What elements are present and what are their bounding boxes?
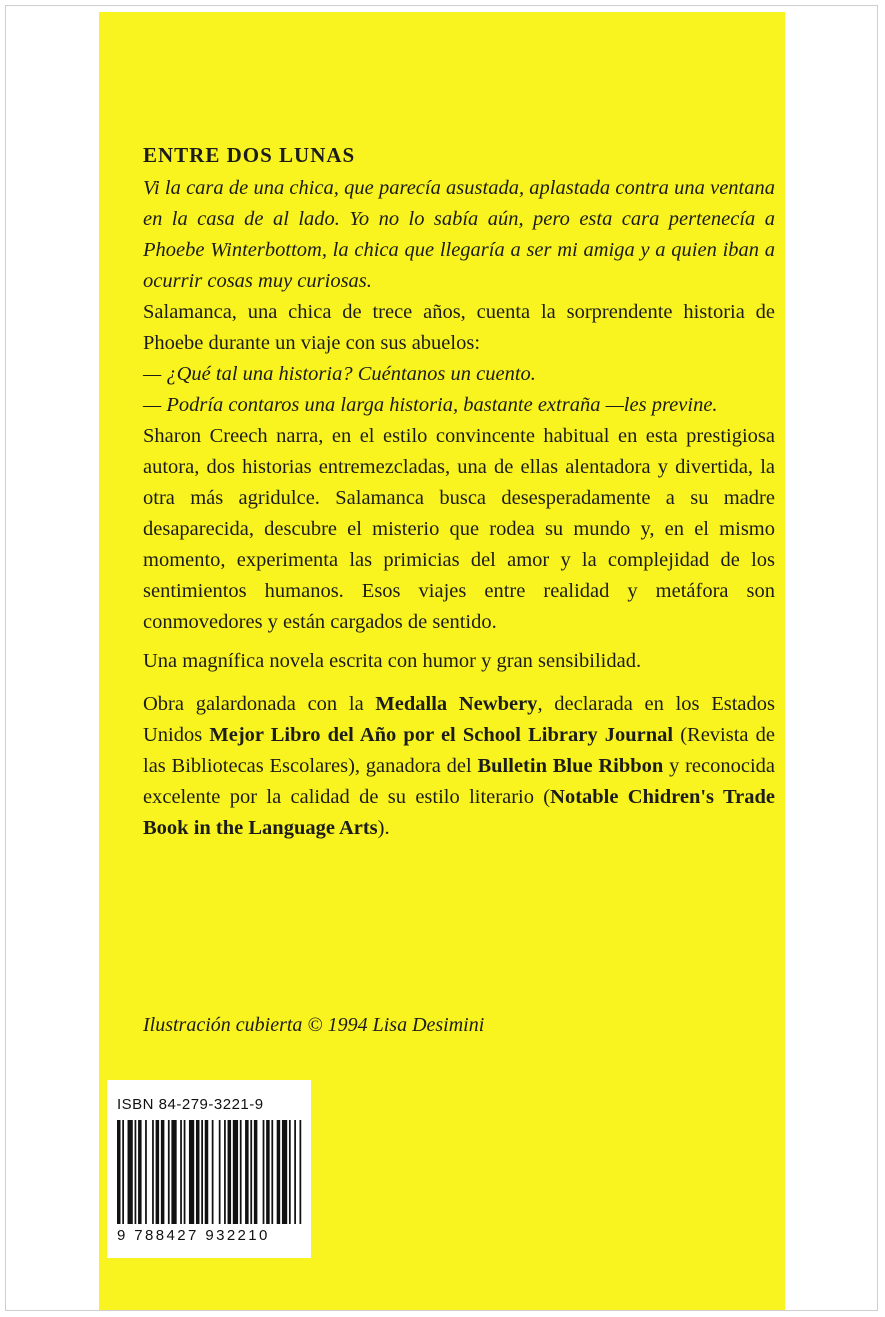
barcode-bar [168, 1120, 170, 1224]
barcode-bar [228, 1120, 232, 1224]
barcode-bar [196, 1120, 200, 1224]
barcode-bar [205, 1120, 209, 1224]
tagline: Una magnífica novela escrita con humor y gran sensibilidad. [143, 650, 642, 672]
ean-digits: 9 788427 932210 [117, 1227, 270, 1244]
barcode-bar [250, 1120, 252, 1224]
barcode-label [107, 1080, 311, 1258]
barcode-bar [180, 1120, 182, 1224]
awards-text-2: , declarada en los Estados Unidos [143, 693, 775, 746]
dialogue-line-1: — ¿Qué tal una historia? Cuéntanos un cuento. [143, 363, 536, 385]
award-best-book: Mejor Libro del Año por el School Library Journal [209, 724, 674, 746]
barcode-bar [245, 1120, 249, 1224]
barcode-bar [299, 1120, 301, 1224]
barcode-bar [219, 1120, 221, 1224]
barcode-bar [171, 1120, 176, 1224]
barcode-bar [212, 1120, 214, 1224]
barcode-bar [233, 1120, 238, 1224]
barcode-bar [145, 1120, 147, 1224]
barcode-bar [289, 1120, 291, 1224]
barcode-bar [156, 1120, 160, 1224]
awards-text-1: Obra galardonada con la [143, 693, 376, 715]
barcode-bar [294, 1120, 296, 1224]
barcode-bar [277, 1120, 281, 1224]
dialogue-line-2: — Podría contaros una larga historia, bastante extraña —les previne. [143, 394, 718, 416]
barcode-bar [122, 1120, 124, 1224]
award-newbery: Medalla Newbery [375, 693, 538, 715]
barcode-bar [161, 1120, 165, 1224]
back-cover-text [143, 140, 775, 844]
barcode-bar [240, 1120, 242, 1224]
barcode-bar [152, 1120, 154, 1224]
barcode-bar [271, 1120, 273, 1224]
awards-text-4: y reconocida excelente por la calidad de su estilo literario ( [143, 755, 776, 808]
barcode-bar [117, 1120, 121, 1224]
barcode-bar [184, 1120, 186, 1224]
barcode [117, 1120, 303, 1224]
barcode-bar [282, 1120, 287, 1224]
isbn-number: ISBN 84-279-3221-9 [117, 1096, 264, 1113]
award-notable-book: Notable Chidren's Trade Book in the Language Arts [143, 786, 775, 839]
excerpt-paragraph: Vi la cara de una chica, que parecía asustada, aplastada contra una ventana en la casa de al lado. Yo no lo sabía aún, pero esta cara pertenecía a Phoebe Winterbottom, la chica que llegaría a ser mi amiga y a quien iban a ocurrir cosas muy curiosas. [143, 177, 775, 292]
awards-text-3: (Revista de las Bibliotecas Escolares), ganadora del [143, 724, 775, 777]
barcode-bar [189, 1120, 194, 1224]
barcode-bar [138, 1120, 142, 1224]
barcode-bar [266, 1120, 270, 1224]
description-paragraph: Sharon Creech narra, en el estilo convincente habitual en esta prestigiosa autora, dos historias entremezcladas, una de ellas alentadora y divertida, la otra más agridulce. Salamanca busca desesperadamente a su madre desaparecida, descubre el misterio que rodea su mundo y, en el mismo momento, experimenta las primicias del amor y la complejidad de los sentimientos humanos. Esos viajes entre realidad y metáfora son conmovedores y están cargados de sentido. [143, 425, 775, 633]
barcode-bar [224, 1120, 226, 1224]
illustration-credit: Ilustración cubierta © 1994 Lisa Desimini [143, 1014, 485, 1036]
awards-paragraph [143, 689, 775, 844]
barcode-bar [128, 1120, 133, 1224]
award-blue-ribbon: Bulletin Blue Ribbon [477, 755, 664, 777]
intro-paragraph: Salamanca, una chica de trece años, cuenta la sorprendente historia de Phoebe durante un viaje con sus abuelos: [143, 301, 775, 354]
barcode-bar [201, 1120, 203, 1224]
barcode-bar [135, 1120, 137, 1224]
awards-text-5: ). [377, 817, 390, 839]
barcode-bar [263, 1120, 265, 1224]
book-title: ENTRE DOS LUNAS [143, 143, 356, 167]
barcode-bar [254, 1120, 258, 1224]
